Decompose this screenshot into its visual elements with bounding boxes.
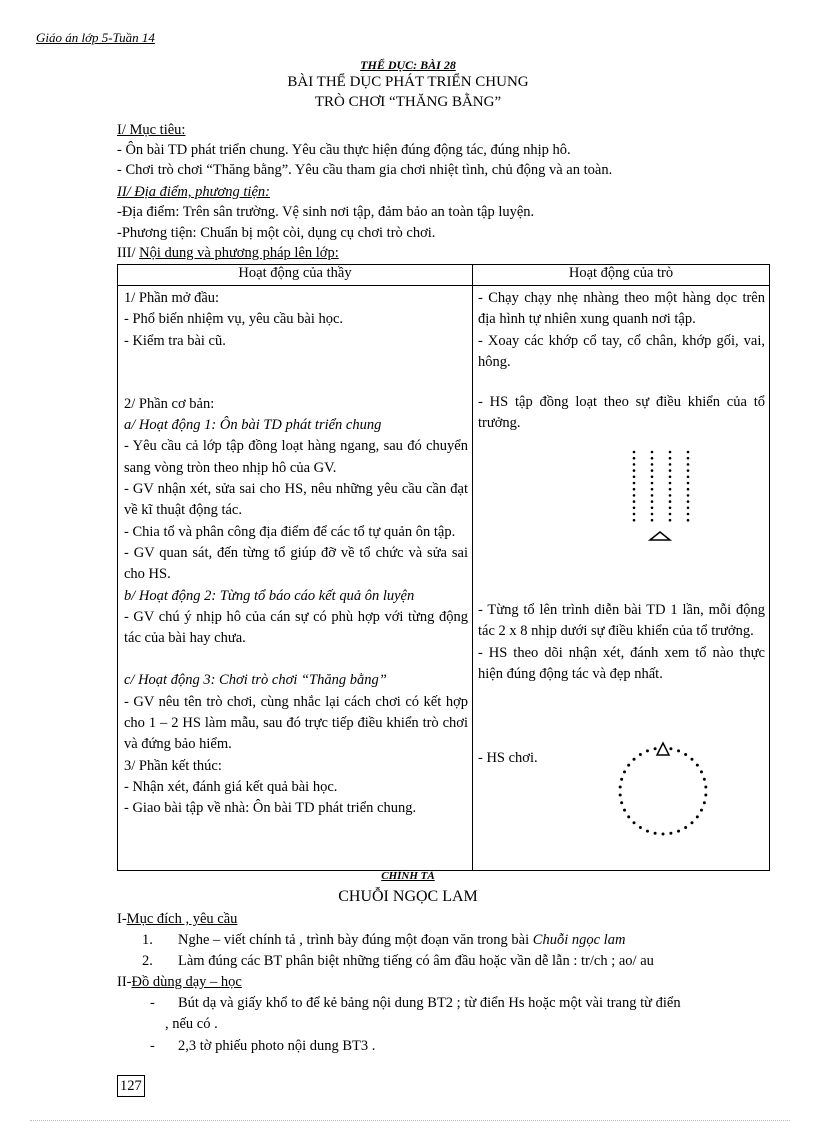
student-dot bbox=[633, 451, 636, 454]
material-line: Bút dạ và giấy khổ to để kẻ bảng nội dung BT2 ; từ điển Hs hoặc một vài trang từ điển bbox=[178, 995, 681, 1011]
teacher-line: c/ Hoạt động 3: Chơi trò chơi “Thăng bằng” bbox=[124, 672, 387, 689]
col-teacher-header: Hoạt động của thầy bbox=[118, 265, 473, 286]
student-dot bbox=[651, 476, 654, 479]
teacher-marker-icon bbox=[650, 532, 670, 540]
student-dot bbox=[687, 476, 690, 479]
teacher-line bbox=[124, 649, 468, 670]
student-dot bbox=[703, 801, 706, 804]
student-dot bbox=[620, 778, 623, 781]
student-dot bbox=[633, 457, 636, 460]
student-dot bbox=[651, 469, 654, 472]
game-title: TRÒ CHƠI “THĂNG BẰNG” bbox=[314, 94, 502, 110]
student-dot bbox=[669, 519, 672, 522]
subject2-heading: CHÍNH TẢ bbox=[381, 870, 435, 882]
material-dash: - bbox=[150, 995, 155, 1011]
material-line: 2,3 tờ phiếu photo nội dung BT3 . bbox=[178, 1038, 376, 1054]
teacher-line bbox=[124, 352, 468, 373]
student-dot bbox=[669, 507, 672, 510]
student-block-warmup bbox=[478, 288, 765, 373]
circle-formation-diagram bbox=[613, 738, 713, 838]
student-activities bbox=[473, 286, 770, 871]
student-dot bbox=[677, 749, 680, 752]
goals-heading-text: Mục đích , yêu cầu bbox=[126, 911, 238, 927]
subject-heading: THỂ DỤC: BÀI 28 bbox=[360, 58, 456, 72]
student-dot bbox=[651, 482, 654, 485]
student-block-practice bbox=[478, 392, 765, 435]
student-dot bbox=[633, 513, 636, 516]
col-student-header: Hoạt động của trò bbox=[473, 265, 770, 286]
lesson2-title: CHUỖI NGỌC LAM bbox=[338, 888, 478, 905]
student-dot bbox=[696, 764, 699, 767]
location-heading: II/ Địa điểm, phương tiện: bbox=[117, 184, 270, 200]
student-dot bbox=[687, 507, 690, 510]
student-dot bbox=[651, 513, 654, 516]
goal-text-title: Chuỗi ngọc lam bbox=[532, 932, 626, 948]
teacher-line: - Giao bài tập về nhà: Ôn bài TD phát triển chung. bbox=[124, 800, 417, 817]
student-dot bbox=[651, 457, 654, 460]
teacher-line: 3/ Phần kết thúc: bbox=[124, 757, 222, 774]
student-line: - Chạy chạy nhẹ nhàng theo một hàng dọc trên địa hình tự nhiên xung quanh nơi tập. bbox=[478, 290, 765, 328]
student-dot bbox=[669, 451, 672, 454]
content-heading-prefix: III/ bbox=[117, 245, 140, 261]
student-dot bbox=[684, 826, 687, 829]
student-dot bbox=[690, 758, 693, 761]
teacher-line: - GV chú ý nhịp hô của cán sự có phù hợp với từng động tác của bài hay chưa. bbox=[124, 608, 468, 647]
student-dot bbox=[700, 809, 703, 812]
equipment-line: -Phương tiện: Chuẩn bị một còi, dụng cụ chơi trò chơi. bbox=[117, 225, 436, 241]
student-dot bbox=[654, 832, 657, 835]
student-dot bbox=[651, 488, 654, 491]
student-dot bbox=[669, 463, 672, 466]
teacher-line: - Yêu cầu cả lớp tập đồng loạt hàng ngang, sau đó chuyển sang vòng tròn theo nhịp hô của GV. bbox=[124, 438, 468, 476]
student-dot bbox=[687, 488, 690, 491]
header-note: Giáo án lớp 5-Tuần 14 bbox=[36, 30, 155, 45]
student-dot bbox=[633, 821, 636, 824]
student-dot bbox=[651, 494, 654, 497]
materials-heading-prefix: II- bbox=[117, 974, 132, 990]
material-dash: - bbox=[150, 1038, 155, 1054]
materials-heading bbox=[117, 974, 242, 991]
student-dot bbox=[639, 753, 642, 756]
page-bottom-rule bbox=[30, 1120, 790, 1121]
student-dot bbox=[651, 451, 654, 454]
student-line: - HS chơi. bbox=[478, 750, 538, 766]
lesson-plan-table bbox=[117, 264, 770, 871]
student-dot bbox=[633, 507, 636, 510]
goal-text: Làm đúng các BT phân biệt những tiếng có âm đầu hoặc vần dễ lẫn : tr/ch ; ao/ au bbox=[178, 953, 654, 969]
student-dot bbox=[633, 488, 636, 491]
column-formation-diagram bbox=[628, 448, 708, 543]
student-dot bbox=[633, 494, 636, 497]
teacher-line: - GV nhận xét, sửa sai cho HS, nêu những yêu cầu cần đạt về kĩ thuật động tác. bbox=[124, 481, 468, 519]
materials-heading-text: Đồ dùng dạy – học bbox=[131, 974, 242, 990]
student-dot bbox=[633, 758, 636, 761]
student-dot bbox=[669, 469, 672, 472]
student-dot bbox=[696, 815, 699, 818]
teacher-line: - Kiểm tra bài cũ. bbox=[124, 332, 226, 349]
student-dot bbox=[687, 451, 690, 454]
location-line: -Địa điểm: Trên sân trường. Vệ sinh nơi tập, đảm bảo an toàn tập luyện. bbox=[117, 204, 535, 220]
teacher-line: 1/ Phần mở đầu: bbox=[124, 290, 220, 306]
goal-number: 2. bbox=[142, 953, 153, 969]
teacher-line: - Chia tổ và phân công địa điểm để các tổ tự quản ôn tập. bbox=[124, 523, 456, 540]
student-dot bbox=[633, 519, 636, 522]
student-dot bbox=[651, 500, 654, 503]
teacher-line: b/ Hoạt động 2: Từng tổ báo cáo kết quả ôn luyện bbox=[124, 587, 415, 604]
student-dot bbox=[669, 476, 672, 479]
student-dot bbox=[619, 793, 622, 796]
student-dot bbox=[669, 482, 672, 485]
student-dot bbox=[687, 500, 690, 503]
student-line: - HS theo dõi nhận xét, đánh xem tổ nào thực hiện đúng động tác và đẹp nhất. bbox=[478, 644, 765, 682]
objective-line: - Chơi trò chơi “Thăng bằng”. Yêu cầu tham gia chơi nhiệt tình, chủ động và an toàn. bbox=[117, 162, 613, 178]
lesson-title: BÀI THỂ DỤC PHÁT TRIỂN CHUNG bbox=[287, 74, 529, 90]
student-dot bbox=[677, 830, 680, 833]
student-dot bbox=[687, 482, 690, 485]
student-dot bbox=[669, 494, 672, 497]
student-dot bbox=[700, 770, 703, 773]
teacher-line: 2/ Phần cơ bản: bbox=[124, 395, 215, 412]
student-block-report bbox=[478, 600, 765, 685]
teacher-line: - Nhận xét, đánh giá kết quả bài học. bbox=[124, 778, 338, 795]
student-dot bbox=[687, 513, 690, 516]
student-dot bbox=[703, 778, 706, 781]
goal-text bbox=[178, 932, 625, 949]
goals-heading bbox=[117, 911, 237, 928]
student-dot bbox=[620, 801, 623, 804]
teacher-line bbox=[124, 373, 468, 394]
teacher-line: - Phổ biến nhiệm vụ, yêu cầu bài học. bbox=[124, 311, 344, 328]
student-dot bbox=[633, 463, 636, 466]
student-dot bbox=[646, 830, 649, 833]
student-dot bbox=[687, 469, 690, 472]
student-dot bbox=[651, 519, 654, 522]
student-dot bbox=[687, 457, 690, 460]
page-number: 127 bbox=[117, 1075, 145, 1097]
student-dot bbox=[669, 513, 672, 516]
goals-heading-prefix: I- bbox=[117, 911, 127, 927]
student-dot bbox=[669, 747, 672, 750]
student-dot bbox=[646, 749, 649, 752]
student-dot bbox=[704, 793, 707, 796]
student-dot bbox=[669, 457, 672, 460]
student-dot bbox=[651, 507, 654, 510]
student-dot bbox=[687, 463, 690, 466]
objectives-heading: I/ Mục tiêu: bbox=[117, 122, 186, 138]
teacher-line: - GV nêu tên trò chơi, cùng nhắc lại cách chơi có kết hợp cho 1 – 2 HS làm mẫu, sau đó trực tiếp điều khiển trò chơi và đứng bảo hiểm. bbox=[124, 693, 468, 753]
goal-number: 1. bbox=[142, 932, 153, 948]
student-dot bbox=[633, 482, 636, 485]
student-line: - HS tập đồng loạt theo sự điều khiển của tổ trưởng. bbox=[478, 394, 765, 432]
student-dot bbox=[627, 815, 630, 818]
student-dot bbox=[669, 832, 672, 835]
student-dot bbox=[619, 786, 622, 789]
teacher-marker-icon bbox=[657, 743, 669, 755]
teacher-activities bbox=[118, 286, 473, 871]
student-dot bbox=[687, 519, 690, 522]
content-heading-text: Nội dung và phương pháp lên lớp: bbox=[139, 245, 339, 261]
student-line: - Xoay các khớp cổ tay, cổ chân, khớp gối, vai, hông. bbox=[478, 332, 765, 370]
student-dot bbox=[651, 463, 654, 466]
student-dot bbox=[639, 826, 642, 829]
student-dot bbox=[704, 786, 707, 789]
student-dot bbox=[687, 494, 690, 497]
student-dot bbox=[654, 747, 657, 750]
teacher-line: - GV quan sát, đến từng tổ giúp đỡ về tổ chức và sửa sai cho HS. bbox=[124, 544, 468, 583]
student-dot bbox=[623, 809, 626, 812]
student-dot bbox=[623, 770, 626, 773]
student-dot bbox=[669, 488, 672, 491]
student-dot bbox=[633, 476, 636, 479]
goal-text-plain: Nghe – viết chính tả , trình bày đúng một đoạn văn trong bài bbox=[178, 932, 533, 948]
student-line: - Từng tổ lên trình diễn bài TD 1 lần, mỗi động tác 2 x 8 nhịp dưới sự điều khiển của tổ trưởng. bbox=[478, 602, 765, 640]
student-dot bbox=[669, 500, 672, 503]
student-dot bbox=[633, 500, 636, 503]
teacher-line: a/ Hoạt động 1: Ôn bài TD phát triển chung bbox=[124, 417, 382, 434]
student-dot bbox=[662, 833, 665, 836]
student-dot bbox=[690, 821, 693, 824]
student-dot bbox=[627, 764, 630, 767]
material-line-cont: , nếu có . bbox=[165, 1016, 218, 1032]
student-dot bbox=[633, 469, 636, 472]
content-heading bbox=[117, 245, 339, 262]
objective-line: - Ôn bài TD phát triển chung. Yêu cầu thực hiện đúng động tác, đúng nhịp hô. bbox=[117, 142, 571, 158]
student-dot bbox=[684, 753, 687, 756]
